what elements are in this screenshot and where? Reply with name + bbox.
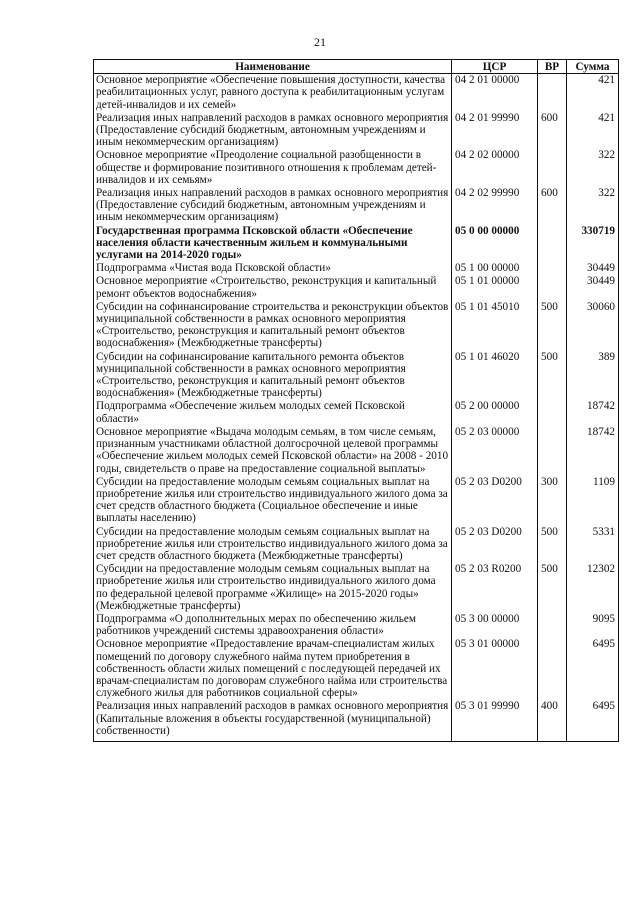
row-name-cell: Основное мероприятие «Выдача молодым семьям, в том числе семьям, признанным участниками областной долгосрочной целевой программы «Обеспечение жильем молодых семей Псковской области» на 2008 - 2010 годы, свидетельств о праве на предоставление социальной выплаты»	[94, 426, 452, 476]
row-vr-cell	[538, 149, 567, 187]
row-sum-cell: 12302	[567, 563, 619, 613]
row-csr-cell: 05 2 03 D0200	[452, 476, 538, 526]
row-sum-cell: 18742	[567, 426, 619, 476]
row-csr-cell: 04 2 01 00000	[452, 74, 538, 112]
row-vr-cell: 500	[538, 301, 567, 351]
row-csr-cell: 05 1 01 45010	[452, 301, 538, 351]
row-name-cell: Субсидии на предоставление молодым семьям социальных выплат на приобретение жилья или строительство индивидуального жилого дома по федеральной целевой программе «Жилище» на 2015-2020 годы» (Межбюджетные трансферты)	[94, 563, 452, 613]
row-vr-cell	[538, 638, 567, 700]
row-vr-cell	[538, 225, 567, 263]
row-name-cell: Государственная программа Псковской области «Обеспечение населения области качественным жильем и коммунальными услугами на 2014-2020 годы»	[94, 225, 452, 263]
row-name-cell: Субсидии на софинансирование строительства и реконструкции объектов муниципальной собственности в рамках основного мероприятия «Строительство, реконструкция и капитальный ремонт объектов водоснабжения» (Межбюджетные трансферты)	[94, 301, 452, 351]
table-row	[94, 638, 619, 700]
row-vr-cell	[538, 262, 567, 275]
row-csr-cell: 05 3 01 99990	[452, 700, 538, 741]
table-row	[94, 400, 619, 425]
budget-table	[93, 59, 619, 742]
row-name-cell: Подпрограмма «Обеспечение жильем молодых семей Псковской области»	[94, 400, 452, 425]
row-vr-cell	[538, 400, 567, 425]
row-csr-cell: 05 3 01 00000	[452, 638, 538, 700]
table-row	[94, 112, 619, 150]
row-csr-cell: 05 2 00 00000	[452, 400, 538, 425]
row-sum-cell: 30060	[567, 301, 619, 351]
table-row	[94, 149, 619, 187]
row-csr-cell: 05 1 01 46020	[452, 351, 538, 401]
row-sum-cell: 322	[567, 187, 619, 225]
table-body	[94, 74, 619, 742]
row-name-cell: Основное мероприятие «Строительство, реконструкция и капитальный ремонт объектов водоснабжения»	[94, 275, 452, 300]
row-vr-cell: 600	[538, 112, 567, 150]
row-name-cell: Субсидии на софинансирование капитального ремонта объектов муниципальной собственности в рамках основного мероприятия «Строительство, реконструкция и капитальный ремонт объектов водоснабжения» (Межбюджетные трансферты)	[94, 351, 452, 401]
row-sum-cell: 421	[567, 74, 619, 112]
header-name: Наименование	[94, 60, 452, 74]
header-csr: ЦСР	[452, 60, 538, 74]
row-vr-cell: 500	[538, 563, 567, 613]
row-sum-cell: 421	[567, 112, 619, 150]
row-vr-cell	[538, 613, 567, 638]
row-vr-cell: 400	[538, 700, 567, 741]
row-vr-cell	[538, 74, 567, 112]
row-csr-cell: 05 1 01 00000	[452, 275, 538, 300]
row-sum-cell: 5331	[567, 526, 619, 564]
header-vr: ВР	[538, 60, 567, 74]
table-row	[94, 426, 619, 476]
row-sum-cell: 30449	[567, 275, 619, 300]
table-header-row	[94, 60, 619, 74]
table-row	[94, 225, 619, 263]
row-csr-cell: 05 2 03 00000	[452, 426, 538, 476]
row-sum-cell: 6495	[567, 638, 619, 700]
row-vr-cell: 500	[538, 351, 567, 401]
row-name-cell: Подпрограмма «О дополнительных мерах по обеспечению жильем работников учреждений системы здравоохранения области»	[94, 613, 452, 638]
table-row	[94, 526, 619, 564]
row-name-cell: Реализация иных направлений расходов в рамках основного мероприятия (Предоставление субсидий бюджетным, автономным учреждениям и иным некоммерческим организациям)	[94, 112, 452, 150]
row-sum-cell: 389	[567, 351, 619, 401]
row-csr-cell: 05 0 00 00000	[452, 225, 538, 263]
row-csr-cell: 04 2 02 00000	[452, 149, 538, 187]
row-vr-cell: 500	[538, 526, 567, 564]
row-name-cell: Подпрограмма «Чистая вода Псковской области»	[94, 262, 452, 275]
table-row	[94, 563, 619, 613]
table-row	[94, 187, 619, 225]
row-csr-cell: 05 3 00 00000	[452, 613, 538, 638]
row-name-cell: Субсидии на предоставление молодым семьям социальных выплат на приобретение жилья или строительство индивидуального жилого дома за счет средств областного бюджета (Межбюджетные трансферты)	[94, 526, 452, 564]
row-name-cell: Основное мероприятие «Обеспечение повышения доступности, качества реабилитационных услуг, равного доступа к реабилитационным услугам детей-инвалидов и их семей»	[94, 74, 452, 112]
row-sum-cell: 30449	[567, 262, 619, 275]
row-name-cell: Реализация иных направлений расходов в рамках основного мероприятия (Капитальные вложения в объекты государственной (муниципальной) собственности)	[94, 700, 452, 741]
row-name-cell: Реализация иных направлений расходов в рамках основного мероприятия (Предоставление субсидий бюджетным, автономным учреждениям и иным некоммерческим организациям)	[94, 187, 452, 225]
table-row	[94, 476, 619, 526]
row-vr-cell	[538, 275, 567, 300]
table-row	[94, 301, 619, 351]
table-row	[94, 351, 619, 401]
row-csr-cell: 05 1 00 00000	[452, 262, 538, 275]
row-sum-cell: 322	[567, 149, 619, 187]
row-name-cell: Основное мероприятие «Преодоление социальной разобщенности в обществе и формирование позитивного отношения к проблемам детей-инвалидов и их семьям»	[94, 149, 452, 187]
table-row	[94, 700, 619, 741]
row-sum-cell: 18742	[567, 400, 619, 425]
row-sum-cell: 6495	[567, 700, 619, 741]
row-name-cell: Основное мероприятие «Предоставление врачам-специалистам жилых помещений по договору служебного найма путем приобретения в собственность области жилых помещений с последующей передачей их врачам-специалистам по договорам служебного найма или строительства служебного жилья для работников социальной сферы»	[94, 638, 452, 700]
row-sum-cell: 330719	[567, 225, 619, 263]
table-row	[94, 262, 619, 275]
header-sum: Сумма	[567, 60, 619, 74]
row-vr-cell: 600	[538, 187, 567, 225]
row-vr-cell	[538, 426, 567, 476]
row-vr-cell: 300	[538, 476, 567, 526]
table-row	[94, 275, 619, 300]
row-sum-cell: 9095	[567, 613, 619, 638]
row-csr-cell: 04 2 02 99990	[452, 187, 538, 225]
table-row	[94, 613, 619, 638]
page-number: 21	[314, 35, 326, 49]
row-sum-cell: 1109	[567, 476, 619, 526]
row-csr-cell: 04 2 01 99990	[452, 112, 538, 150]
row-csr-cell: 05 2 03 R0200	[452, 563, 538, 613]
table-row	[94, 74, 619, 112]
row-name-cell: Субсидии на предоставление молодым семьям социальных выплат на приобретение жилья или строительство индивидуального жилого дома за счет средств областного бюджета (Социальное обеспечение и иные выплаты населению)	[94, 476, 452, 526]
row-csr-cell: 05 2 03 D0200	[452, 526, 538, 564]
